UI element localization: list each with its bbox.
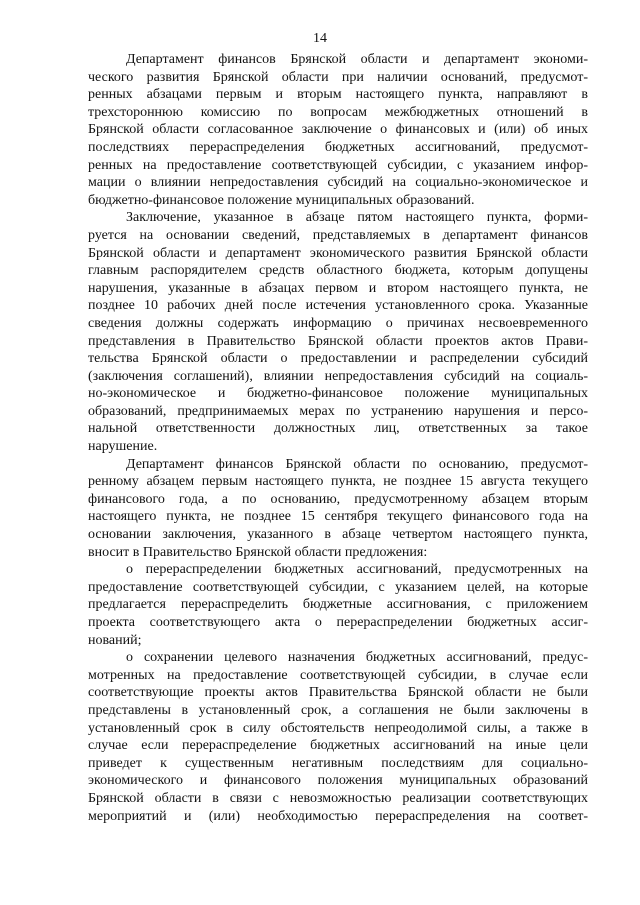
page-number: 14 xyxy=(313,31,327,46)
text-line: предлагается перераспределить бюджетные ассигнования, с приложением xyxy=(88,597,588,613)
text-line: нальной ответственности должностных лиц, ответственных за такое xyxy=(88,421,588,437)
paragraph xyxy=(88,649,588,825)
text-line: главным распорядителем средств областного бюджета, которым допущены xyxy=(88,263,588,279)
text-line: финансового года, а по основанию, предусмотренному абзацем вторым xyxy=(88,491,588,507)
text-line: предоставление соответствующей субсидии, с указанием целей, на которые xyxy=(88,579,588,595)
text-line: нований; xyxy=(88,632,142,648)
text-line: последствиях перераспределения бюджетных ассигнований, предусмот- xyxy=(88,139,588,155)
text-line: бюджетно-финансовое положение муниципальных образований. xyxy=(88,192,475,208)
text-line: ренных абзацами первым и вторым настоящего пункта, направляют в xyxy=(88,87,588,103)
text-line: ческого развития Брянской области при наличии оснований, предусмот- xyxy=(88,69,588,85)
text-line: установленный срок в силу обстоятельств непреодолимой силы, а также в xyxy=(88,720,588,736)
text-line: Заключение, указанное в абзаце пятом настоящего пункта, форми- xyxy=(126,210,588,226)
text-line: мероприятий и (или) необходимостью перераспределения на соответ- xyxy=(88,808,588,824)
text-line: представления в Правительство Брянской области проектов актов Прави- xyxy=(88,333,588,349)
text-line: экономического и финансового положения муниципальных образований xyxy=(88,773,588,789)
text-line: позднее 10 рабочих дней после истечения установленного срока. Указанные xyxy=(88,298,588,314)
text-line: Брянской области в связи с невозможностью реализации соответствующих xyxy=(88,790,588,806)
text-line: мотренных на предоставление соответствующей субсидии, в случае если xyxy=(88,667,588,683)
text-line: вносит в Правительство Брянской области предложения: xyxy=(88,544,428,560)
text-line: соответствующие проекты актов Правительства Брянской области не были xyxy=(88,685,588,701)
body-text xyxy=(88,51,588,825)
text-line: Брянской области согласованное заключение о финансовых и (или) об иных xyxy=(88,122,588,138)
text-line: руется на основании сведений, представляемых в департамент финансов xyxy=(88,227,588,243)
text-line: мации о влиянии непредоставления субсидий на социально-экономическое и xyxy=(88,175,588,191)
text-line: ренному абзацем первым настоящего пункта, не позднее 15 августа текущего xyxy=(88,474,588,490)
paragraph xyxy=(88,561,588,649)
text-line: тельства Брянской области о предоставлении и распределении субсидий xyxy=(88,351,588,367)
paragraph xyxy=(88,51,588,209)
text-line: но-экономическое и бюджетно-финансовое положение муниципальных xyxy=(88,386,588,402)
text-line: приведет к существенным негативным последствиям для социально- xyxy=(88,755,588,771)
text-line: представлены в установленный срок, а соглашения не были заключены в xyxy=(88,702,588,718)
text-line: сведения должны содержать информацию о причинах несвоевременного xyxy=(88,315,588,331)
text-line: нарушение. xyxy=(88,439,158,455)
text-line: о перераспределении бюджетных ассигнований, предусмотренных на xyxy=(126,562,588,578)
text-line: образований, предпринимаемых мерах по устранению нарушения и персо- xyxy=(88,403,588,419)
paragraph xyxy=(88,209,588,455)
text-line: Брянской области и департамент экономического развития Брянской области xyxy=(88,245,588,261)
text-line: Департамент финансов Брянской области по основанию, предусмот- xyxy=(126,456,588,472)
text-line: случае если перераспределение бюджетных ассигнований на иные цели xyxy=(88,738,588,754)
text-line: нарушения, указанные в абзацах первом и втором настоящего пункта, не xyxy=(88,280,588,296)
text-line: проекта соответствующего акта о перераспределении бюджетных ассиг- xyxy=(88,615,588,630)
text-line: о сохранении целевого назначения бюджетных ассигнований, предус- xyxy=(126,650,588,666)
text-line: трехстороннюю комиссию по вопросам межбюджетных отношений в xyxy=(88,104,588,120)
text-line: Департамент финансов Брянской области и департамент экономи- xyxy=(126,52,588,67)
text-line: основании заключения, указанного в абзаце четвертом настоящего пункта, xyxy=(88,527,588,543)
text-line: (заключения соглашений), влиянии непредоставления субсидий на социаль- xyxy=(88,368,588,384)
text-line: ренных на предоставление соответствующей субсидии, с указанием инфор- xyxy=(88,157,588,173)
paragraph xyxy=(88,456,588,562)
text-line: настоящего пункта, не позднее 15 сентября текущего финансового года на xyxy=(88,509,588,525)
